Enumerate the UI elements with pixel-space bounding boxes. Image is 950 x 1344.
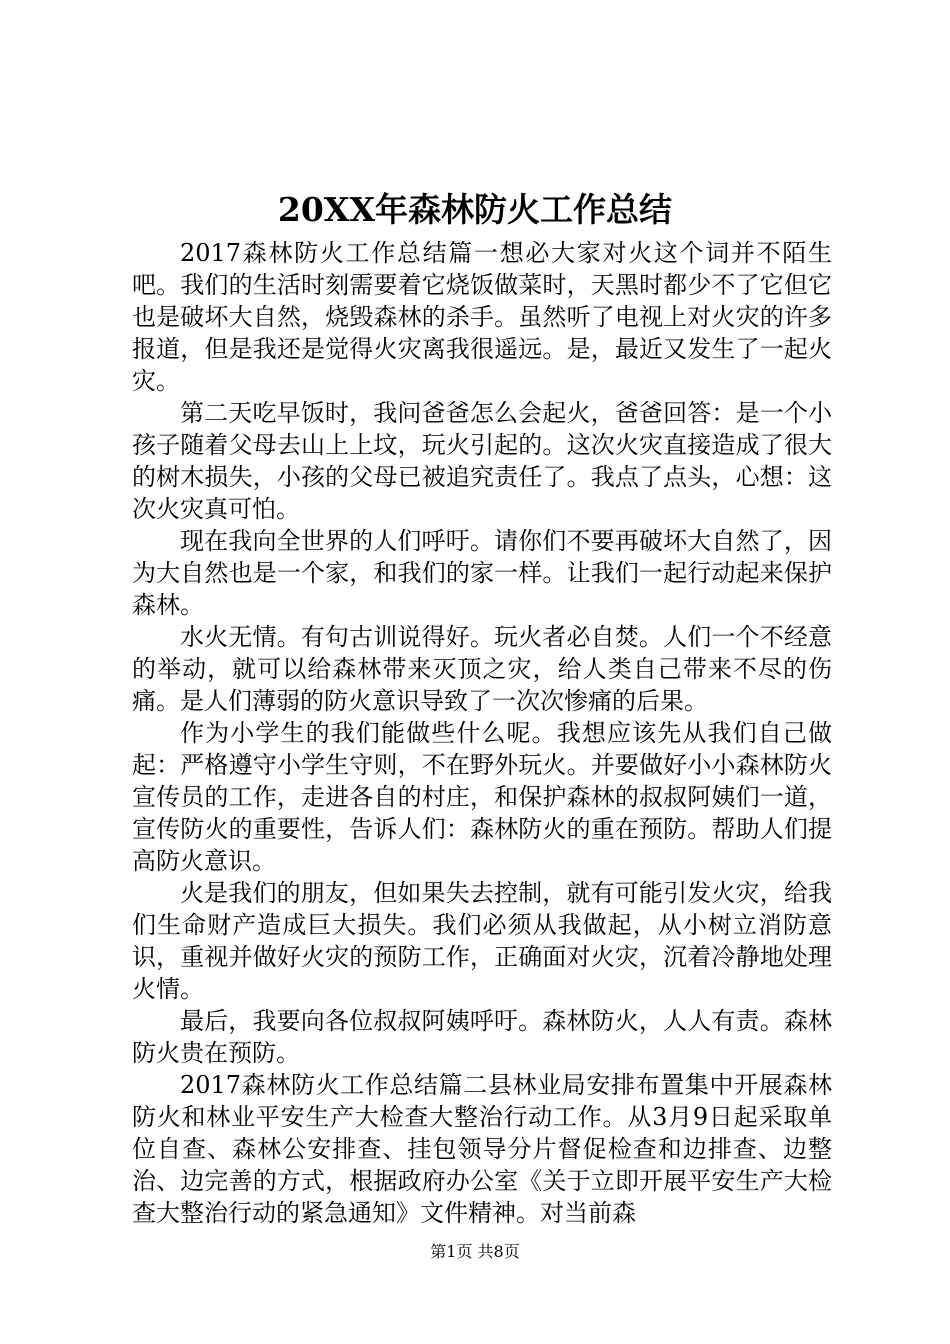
paragraph-8: 2017森林防火工作总结篇二县林业局安排布置集中开展森林防火和林业平安生产大检查大整治行动工作。从3月9日起采取单位自查、森林公安排查、挂包领导分片督促检查和边排查、边整治、边完善的方式，根据政府办公室《关于立即开展平安生产大检查大整治行动的紧急通知》文件精神。对当前森 (132, 1071, 832, 1227)
paragraph-2: 第二天吃早饭时，我问爸爸怎么会起火，爸爸回答：是一个小孩子随着父母去山上上坟，玩火引起的。这次火灾直接造成了很大的树木损失，小孩的父母已被追究责任了。我点了点头，心想：这次火灾真可怕。 (132, 399, 832, 523)
document-title: 20XX年森林防火工作总结 (277, 190, 673, 229)
paragraph-6: 火是我们的朋友，但如果失去控制，就有可能引发火灾，给我们生命财产造成巨大损失。我们必须从我做起，从小树立消防意识，重视并做好火灾的预防工作，正确面对火灾，沉着冷静地处理火情。 (132, 879, 832, 1003)
paragraph-5: 作为小学生的我们能做些什么呢。我想应该先从我们自己做起：严格遵守小学生守则，不在野外玩火。并要做好小小森林防火宣传员的工作，走进各自的村庄，和保护森林的叔叔阿姨们一道，宣传防火的重要性，告诉人们：森林防火的重在预防。帮助人们提高防火意识。 (132, 719, 832, 875)
paragraph-1: 2017森林防火工作总结篇一想必大家对火这个词并不陌生吧。我们的生活时刻需要着它烧饭做菜时，天黑时都少不了它但它也是破坏大自然，烧毁森林的杀手。虽然听了电视上对火灾的许多报道，但是我还是觉得火灾离我很遥远。是，最近又发生了一起火灾。 (132, 239, 832, 395)
paragraph-3: 现在我向全世界的人们呼吁。请你们不要再破坏大自然了，因为大自然也是一个家，和我们的家一样。让我们一起行动起来保护森林。 (132, 527, 832, 619)
document-body (132, 237, 832, 1229)
page-footer: 第1页 共8页 (430, 1242, 520, 1261)
paragraph-7: 最后，我要向各位叔叔阿姨呼吁。森林防火，人人有责。森林防火贵在预防。 (132, 1007, 832, 1067)
paragraph-4: 水火无情。有句古训说得好。玩火者必自焚。人们一个不经意的举动，就可以给森林带来灭顶之灾，给人类自己带来不尽的伤痛。是人们薄弱的防火意识导致了一次次惨痛的后果。 (132, 623, 832, 715)
